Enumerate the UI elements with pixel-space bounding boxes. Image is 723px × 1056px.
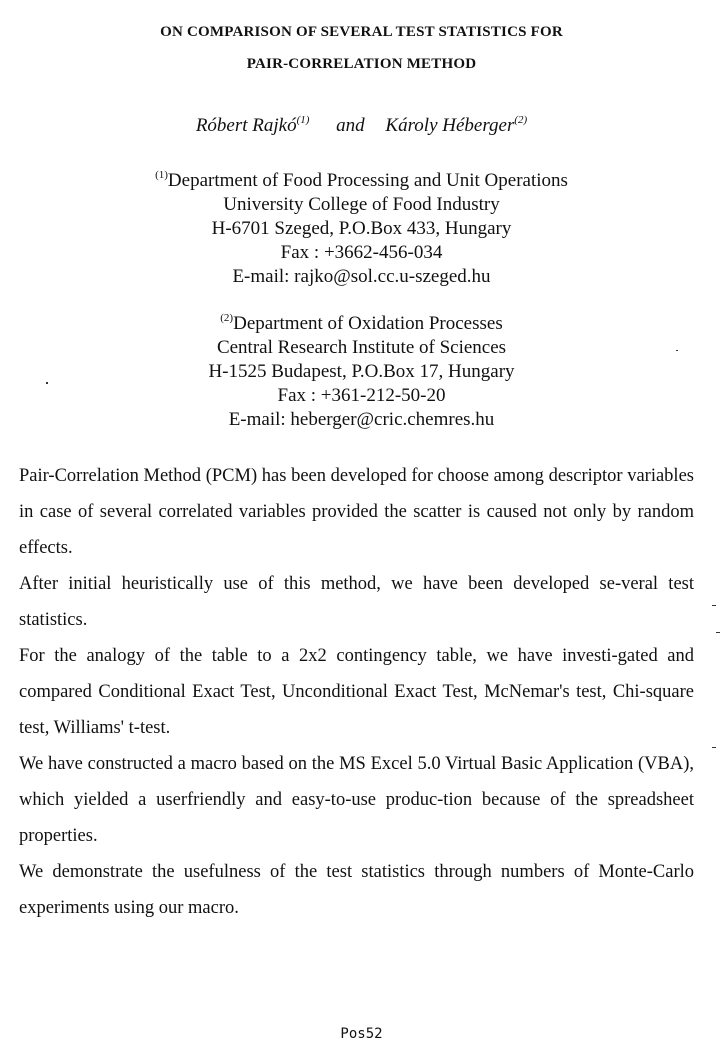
affiliation-2-address: H-1525 Budapest, P.O.Box 17, Hungary	[208, 361, 515, 382]
scan-speck	[712, 605, 716, 606]
affiliation-2-email: E-mail: heberger@cric.chemres.hu	[228, 409, 495, 430]
paper-title-line-2: PAIR-CORRELATION METHOD	[246, 56, 477, 72]
author-2-affiliation-mark: (2)	[514, 114, 528, 126]
author-line	[0, 114, 723, 137]
abstract-paragraph-1: Pair-Correlation Method (PCM) has been developed for choose among descriptor variables in case of several correlated variables provided the scatter is caused not only by random effects.	[19, 466, 694, 558]
author-1-affiliation-mark: (1)	[296, 114, 310, 126]
paper-title-line-1: ON COMPARISON OF SEVERAL TEST STATISTICS FOR	[160, 24, 563, 40]
page-footer-code: Pos52	[340, 1026, 383, 1042]
affiliation-2-mark: (2)	[220, 312, 234, 324]
scan-speck	[716, 632, 720, 633]
affiliation-2-institution: Central Research Institute of Sciences	[216, 337, 507, 358]
affiliation-1-address: H-6701 Szeged, P.O.Box 433, Hungary	[211, 218, 512, 239]
affiliation-2	[0, 306, 723, 432]
scan-speck	[46, 382, 48, 384]
author-conjunction: and	[336, 115, 365, 136]
affiliation-1-department-line	[0, 163, 723, 193]
affiliation-1	[0, 163, 723, 289]
affiliation-1-institution: University College of Food Industry	[223, 194, 500, 215]
affiliation-2-department-line	[0, 306, 723, 336]
affiliation-1-fax: Fax : +3662-456-034	[280, 242, 443, 263]
affiliation-1-department: Department of Food Processing and Unit Operations	[167, 170, 568, 191]
affiliation-1-mark: (1)	[155, 169, 168, 181]
affiliation-2-fax: Fax : +361-212-50-20	[277, 385, 446, 406]
abstract-paragraph-2: After initial heuristically use of this method, we have been developed se-veral test statistics.	[19, 574, 694, 630]
affiliation-2-department: Department of Oxidation Processes	[233, 313, 503, 334]
affiliation-1-email: E-mail: rajko@sol.cc.u-szeged.hu	[232, 266, 491, 287]
abstract-paragraph-4: We have constructed a macro based on the MS Excel 5.0 Virtual Basic Application (VBA), which yielded a userfriendly and easy-to-use produc-tion because of the spreadsheet properties.	[19, 754, 694, 846]
scan-speck	[676, 350, 678, 351]
author-1-name: Róbert Rajkó	[195, 115, 297, 136]
abstract-paragraph-5: We demonstrate the usefulness of the test statistics through numbers of Monte-Carlo experiments using our macro.	[19, 862, 694, 918]
abstract	[19, 458, 694, 926]
abstract-paragraph-3: For the analogy of the table to a 2x2 contingency table, we have investi-gated and compared Conditional Exact Test, Unconditional Exact Test, McNemar's test, Chi-square test, Williams' t-test.	[19, 646, 694, 738]
scan-speck	[712, 747, 716, 748]
author-2-name: Károly Héberger	[385, 115, 515, 136]
